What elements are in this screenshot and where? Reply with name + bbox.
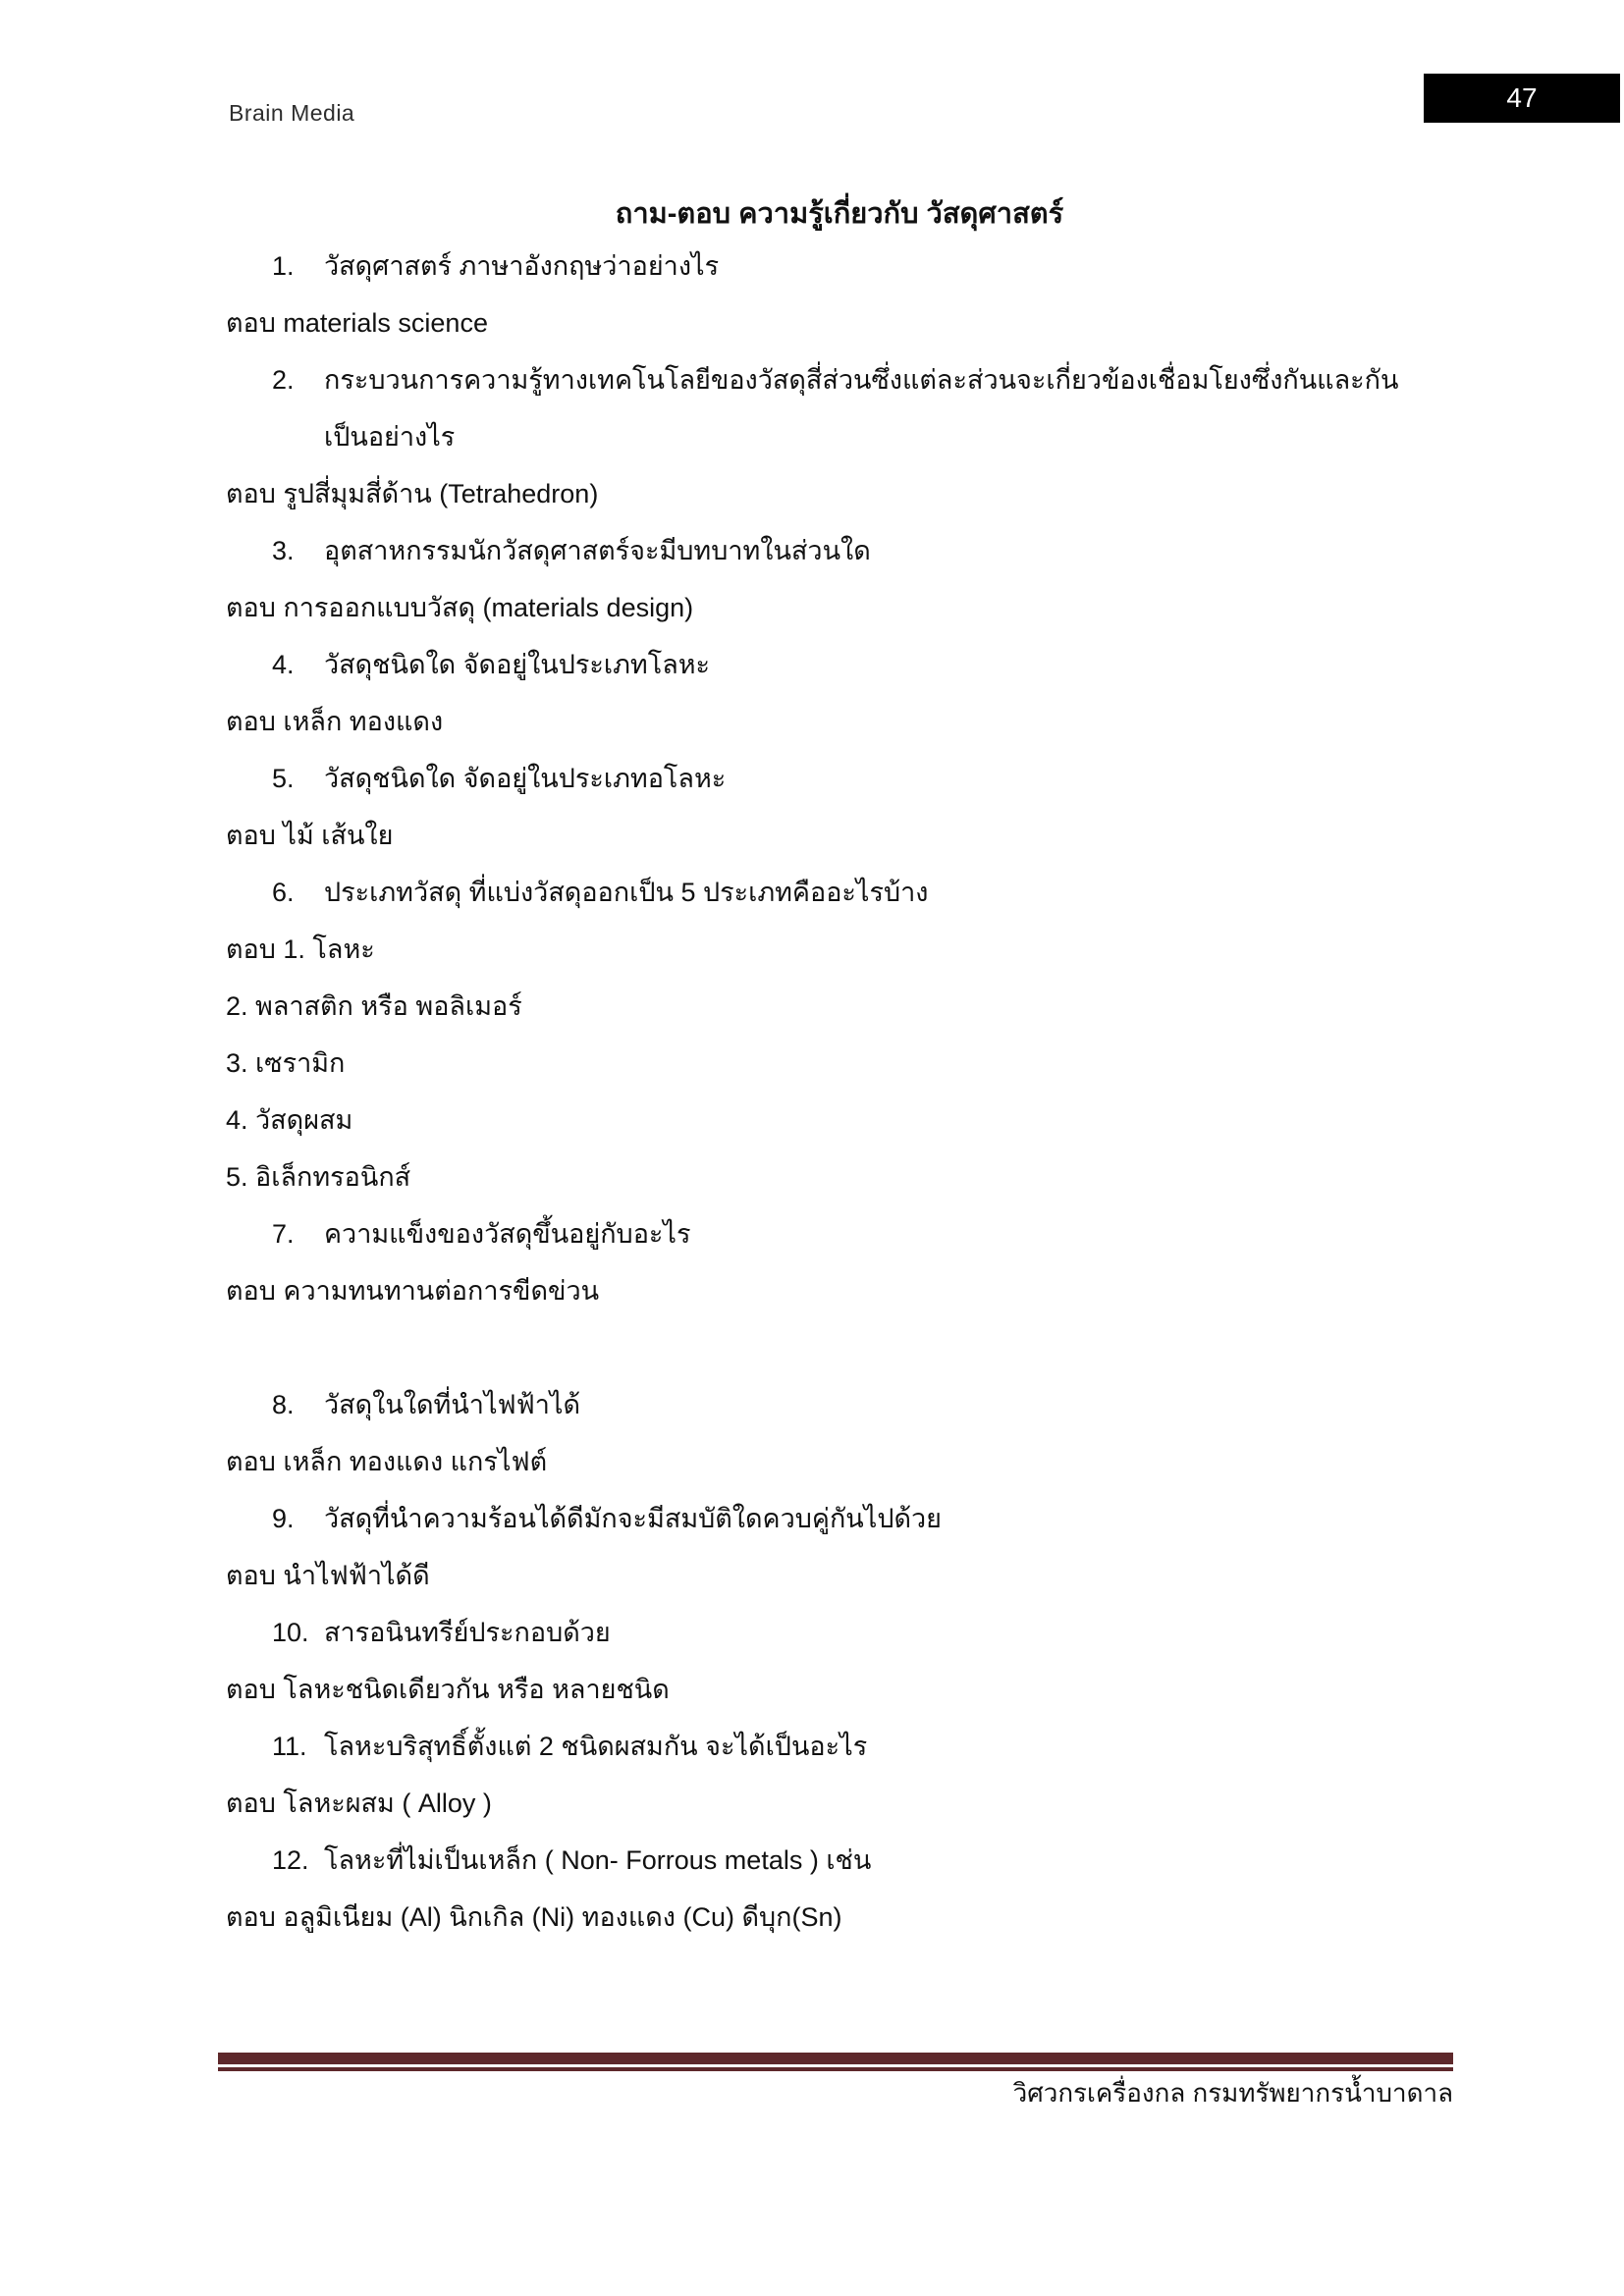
question-line: [272, 636, 1453, 693]
question-line: [272, 1376, 1453, 1433]
question-text: โลหะที่ไม่เป็นเหล็ก ( Non- Forrous metals ) เช่น: [324, 1845, 872, 1875]
footer-credit: วิศวกรเครื่องกล กรมทรัพยากรน้ำบาดาล: [1012, 2078, 1453, 2108]
answer-line: [226, 579, 1453, 636]
question-number: 8.: [272, 1390, 295, 1419]
question-text: วัสดุที่นำความร้อนได้ดีมักจะมีสมบัติใดควบคู่กันไปด้วย: [324, 1504, 942, 1533]
answer-text: ตอบ เหล็ก ทองแดง แกรไฟต์: [226, 1447, 548, 1476]
answer-text: ตอบ อลูมิเนียม (Al) นิกเกิล (Ni) ทองแดง (Cu) ดีบุก(Sn): [226, 1902, 842, 1932]
answer-text: ตอบ โลหะชนิดเดียวกัน หรือ หลายชนิด: [226, 1675, 670, 1704]
question-number: 2.: [272, 365, 295, 395]
question-line: [272, 864, 1453, 921]
question-text: ความแข็งของวัสดุขึ้นอยู่กับอะไร: [324, 1219, 691, 1249]
question-line: [272, 238, 1453, 294]
question-number: 7.: [272, 1219, 295, 1249]
question-line: [272, 1832, 1453, 1889]
question-number: 12.: [272, 1845, 309, 1875]
answer-line: [226, 465, 1453, 522]
answer-line: [226, 921, 1453, 978]
answer-line: [226, 294, 1453, 351]
question-number: 6.: [272, 878, 295, 907]
answer-text: 5. อิเล็กทรอนิกส์: [226, 1162, 411, 1192]
answer-line: [226, 1547, 1453, 1604]
question-line: [272, 750, 1453, 807]
footer-divider: [218, 2053, 1453, 2071]
answer-text: ตอบ การออกแบบวัสดุ (materials design): [226, 593, 694, 622]
answer-text: ตอบ materials science: [226, 308, 488, 338]
footer-divider-thin-bar: [218, 2067, 1453, 2071]
footer-divider-thick-bar: [218, 2053, 1453, 2064]
answer-text: 3. เซรามิก: [226, 1048, 346, 1078]
page-title: ถาม-ตอบ ความรู้เกี่ยวกับ วัสดุศาสตร์: [615, 198, 1064, 230]
answer-list-item: [226, 1092, 1453, 1148]
question-text: วัสดุศาสตร์ ภาษาอังกฤษว่าอย่างไร: [324, 251, 720, 281]
question-text: กระบวนการความรู้ทางเทคโนโลยีของวัสดุสี่ส่วนซึ่งแต่ละส่วนจะเกี่ยวข้องเชื่อมโยงซึ่งกันและกัน: [324, 365, 1399, 395]
answer-line: [226, 693, 1453, 750]
question-number: 5.: [272, 764, 295, 793]
question-line: [272, 1490, 1453, 1547]
answer-text: 4. วัสดุผสม: [226, 1105, 353, 1135]
blank-line: [226, 1319, 1453, 1376]
question-number: 1.: [272, 251, 295, 281]
answer-line: [226, 1433, 1453, 1490]
answer-text: ตอบ นำไฟฟ้าได้ดี: [226, 1561, 430, 1590]
answer-text: 2. พลาสติก หรือ พอลิเมอร์: [226, 991, 522, 1021]
question-line: [272, 1604, 1453, 1661]
question-number: 11.: [272, 1732, 307, 1761]
qa-content: [226, 238, 1453, 1946]
question-text: โลหะบริสุทธิ์ตั้งแต่ 2 ชนิดผสมกัน จะได้เป็นอะไร: [324, 1732, 868, 1761]
question-text: เป็นอย่างไร: [324, 422, 456, 452]
question-continuation-line: [324, 408, 1453, 465]
answer-line: [226, 807, 1453, 864]
page-number: 47: [1506, 82, 1538, 113]
answer-line: [226, 1889, 1453, 1946]
question-number: 4.: [272, 650, 295, 679]
answer-line: [226, 1262, 1453, 1319]
question-line: [272, 522, 1453, 579]
question-text: อุตสาหกรรมนักวัสดุศาสตร์จะมีบทบาทในส่วนใด: [324, 536, 871, 565]
answer-list-item: [226, 1148, 1453, 1205]
answer-text: ตอบ 1. โลหะ: [226, 934, 375, 964]
answer-text: ตอบ เหล็ก ทองแดง: [226, 707, 444, 736]
question-text: วัสดุชนิดใด จัดอยู่ในประเภทโลหะ: [324, 650, 711, 679]
question-line: [272, 351, 1453, 408]
answer-text: ตอบ โลหะผสม ( Alloy ): [226, 1789, 492, 1818]
question-text: สารอนินทรีย์ประกอบด้วย: [324, 1618, 611, 1647]
answer-text: ตอบ รูปสี่มุมสี่ด้าน (Tetrahedron): [226, 479, 599, 508]
answer-list-item: [226, 1035, 1453, 1092]
brand-text: Brain Media: [229, 100, 355, 126]
question-number: 10.: [272, 1618, 309, 1647]
question-text: ประเภทวัสดุ ที่แบ่งวัสดุออกเป็น 5 ประเภทคืออะไรบ้าง: [324, 878, 929, 907]
question-number: 3.: [272, 536, 295, 565]
answer-list-item: [226, 978, 1453, 1035]
answer-text: ตอบ ไม้ เส้นใย: [226, 821, 394, 850]
question-number: 9.: [272, 1504, 295, 1533]
answer-text: ตอบ ความทนทานต่อการขีดข่วน: [226, 1276, 600, 1306]
answer-line: [226, 1775, 1453, 1832]
question-line: [272, 1205, 1453, 1262]
answer-line: [226, 1661, 1453, 1718]
question-text: วัสดุในใดที่นำไฟฟ้าได้: [324, 1390, 581, 1419]
question-line: [272, 1718, 1453, 1775]
page-number-box: [1424, 74, 1620, 123]
question-text: วัสดุชนิดใด จัดอยู่ในประเภทอโลหะ: [324, 764, 727, 793]
